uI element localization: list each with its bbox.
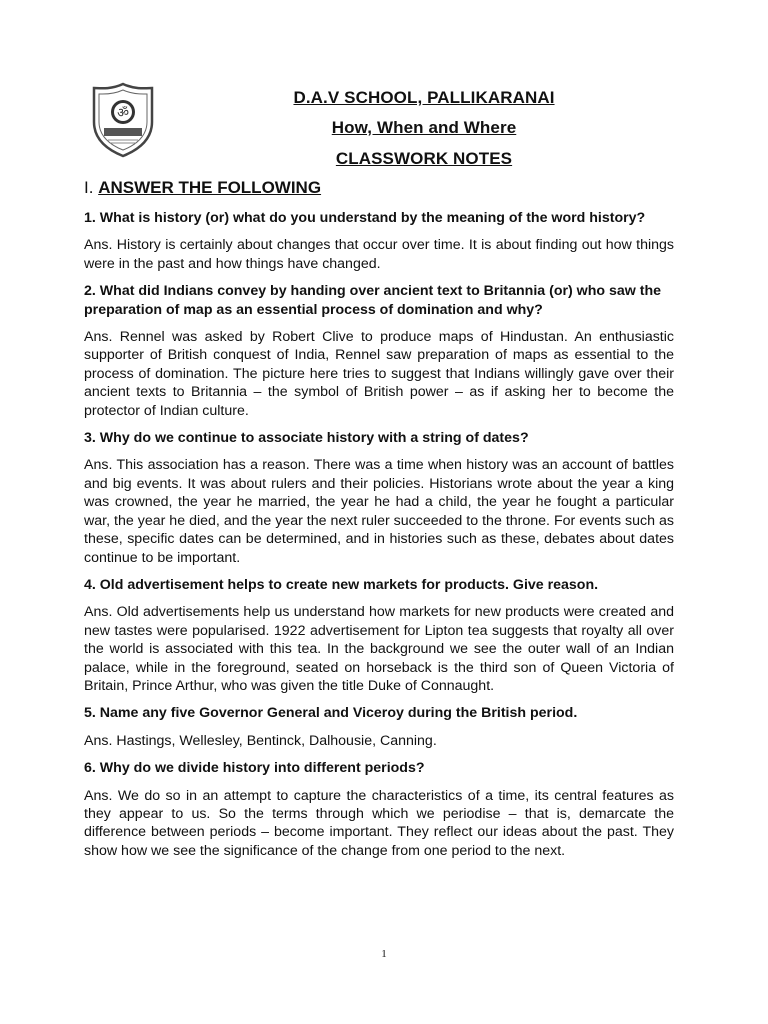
answer-4: Ans. Old advertisements help us understand how markets for new products were created and new tastes were popularised. 1922 advertisement for Lipton tea suggests that royalty all over the world is associated with this tea. In the background we see the outer wall of an Indian palace, while in the foreground, seated on horseback is the third son of Queen Victoria of Britain, Prince Arthur, who was given the title Duke of Connaught. xyxy=(84,604,674,694)
answer-3: Ans. This association has a reason. There was a time when history was an account of battles and big events. It was about rulers and their policies. Historians wrote about the year a king was crowned, the year he married, the year he had a child, the year he fought a particular war, the year he died, and the year the next ruler succeeded to the throne. For events such as these, specific dates can be determined, and in histories such as these, debates about dates continue to be important. xyxy=(84,457,674,566)
question-3: 3. Why do we continue to associate history with a string of dates? xyxy=(84,430,529,447)
question-1: 1. What is history (or) what do you understand by the meaning of the word history? xyxy=(84,210,646,226)
question-2: 2. What did Indians convey by handing over ancient text to Britannia (or) who saw the preparation of map as an essential process of domination and why? xyxy=(84,283,662,318)
question-6: 6. Why do we divide history into different periods? xyxy=(84,760,425,777)
section-number: I. xyxy=(84,178,94,197)
answer-6: Ans. We do so in an attempt to capture the characteristics of a time, its central features as they appear to us. So the terms through which we periodise – that is, demarcate the difference between periods – become important. They reflect our ideas about the past. They show how we see the significance of the change from one period to the next. xyxy=(84,787,674,859)
svg-text:ॐ: ॐ xyxy=(117,106,129,121)
answer-2: Ans. Rennel was asked by Robert Clive to produce maps of Hindustan. An enthusiastic supporter of British conquest of India, Rennel saw preparation of maps as essential to the process of domination. The picture here tries to suggest that Indians willingly gave over their ancient texts to Britannia – the symbol of British power – as if asking her to become the protector of Indian culture. xyxy=(84,329,674,419)
page-number: 1 xyxy=(381,948,387,960)
section-heading xyxy=(84,178,321,198)
notes-title: CLASSWORK NOTES xyxy=(335,149,513,168)
question-4: 4. Old advertisement helps to create new markets for products. Give reason. xyxy=(84,576,599,593)
chapter-title: How, When and Where xyxy=(331,118,517,137)
question-5: 5. Name any five Governor General and Viceroy during the British period. xyxy=(84,705,578,722)
qa-list xyxy=(84,209,674,869)
section-title-text: ANSWER THE FOLLOWING xyxy=(98,178,322,197)
answer-1: Ans. History is certainly about changes that occur over time. It is about finding out how things were in the past and how things have changed. xyxy=(84,237,674,272)
school-name: D.A.V SCHOOL, PALLIKARANAI xyxy=(293,88,555,107)
answer-5: Ans. Hastings, Wellesley, Bentinck, Dalhousie, Canning. xyxy=(84,732,437,749)
